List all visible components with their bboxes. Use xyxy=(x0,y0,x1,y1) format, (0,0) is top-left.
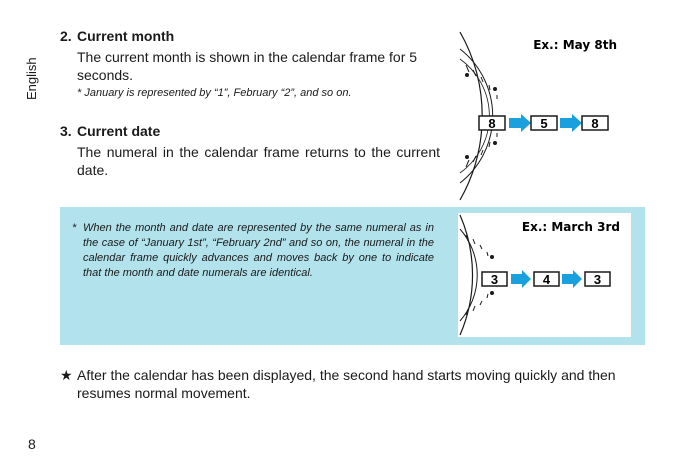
note-marker: * xyxy=(72,222,77,234)
calendar-digit: 4 xyxy=(542,272,551,287)
calendar-digit: 5 xyxy=(540,116,548,131)
example-label: Ex.: May 8th xyxy=(533,38,617,52)
section-title: Current month xyxy=(77,28,175,44)
bottom-note-text: After the calendar has been displayed, the second hand starts moving quickly and then resumes normal movement. xyxy=(77,367,616,401)
calendar-digit: 3 xyxy=(593,272,602,287)
calendar-digit: 8 xyxy=(591,116,599,131)
language-side-label: English xyxy=(24,57,39,100)
arrow-icon xyxy=(560,114,582,132)
section-heading xyxy=(60,123,440,139)
section-heading xyxy=(60,28,440,44)
calendar-figure-march xyxy=(458,213,631,337)
calendar-digit: 8 xyxy=(488,116,496,131)
dial-dot xyxy=(490,255,494,259)
arrow-icon xyxy=(509,114,531,132)
section-body: The numeral in the calendar frame returns to the current date. xyxy=(77,144,440,178)
section-number: 3. xyxy=(60,123,72,139)
section-footnote: * January is represented by “1”, February “2”, and so on. xyxy=(77,87,352,99)
dial-dot xyxy=(493,87,497,91)
star-marker: ★ xyxy=(60,367,73,383)
calendar-digit: 3 xyxy=(490,272,499,287)
note-text-block xyxy=(72,221,434,281)
section-current-date xyxy=(60,123,440,179)
section-body: The current month is shown in the calendar frame for 5 seconds. xyxy=(77,49,418,83)
dial-dot xyxy=(465,155,469,159)
page-number: 8 xyxy=(28,436,36,452)
section-current-month xyxy=(60,28,440,99)
dial-dot xyxy=(493,141,497,145)
dial-dot xyxy=(465,73,469,77)
note-body: When the month and date are represented by the same numeral as in the case of “January 1st”, “February 2nd” and so on, the numeral in the calendar frame quickly advances and moves back by one to indicate that the month and date numerals are identical. xyxy=(83,222,434,279)
calendar-figure-may xyxy=(455,27,633,205)
section-title: Current date xyxy=(77,123,161,139)
dial-dot xyxy=(490,291,494,295)
example-label: Ex.: March 3rd xyxy=(521,220,620,234)
section-number: 2. xyxy=(60,28,72,44)
bottom-note xyxy=(60,366,650,402)
